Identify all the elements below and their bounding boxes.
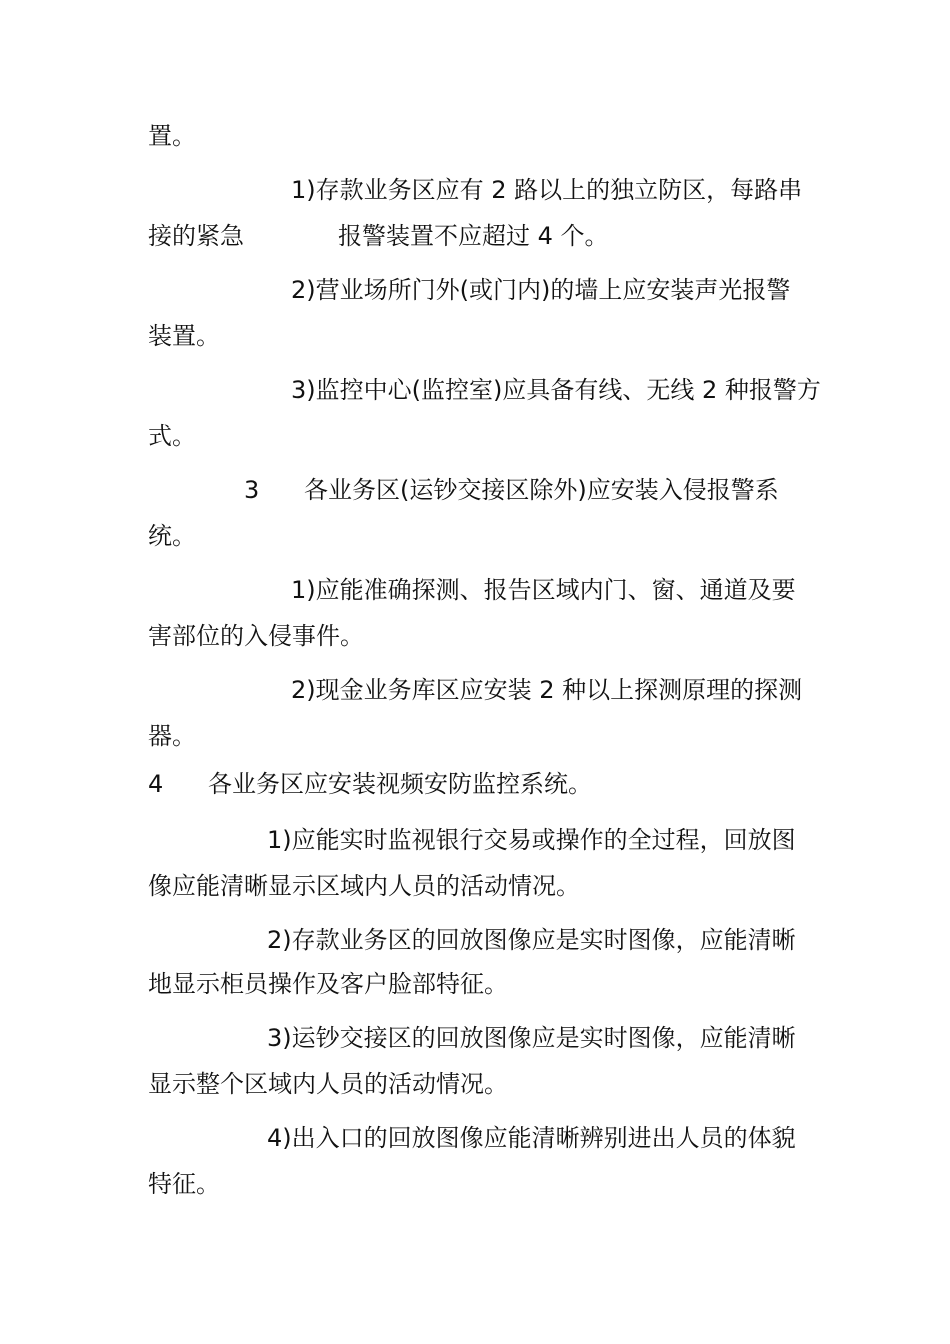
section-number: 3 (244, 476, 260, 504)
text-line: 置。 (148, 122, 196, 150)
text-line: 1)应能实时监视银行交易或操作的全过程，回放图 (267, 826, 796, 854)
text-line: 器。 (148, 722, 196, 750)
section-number: 4 (148, 770, 164, 798)
text-line: 报警装置不应超过 4 个。 (338, 222, 609, 250)
text-line: 地显示柜员操作及客户脸部特征。 (148, 970, 508, 998)
text-line: 4)出入口的回放图像应能清晰辨别进出人员的体貌 (267, 1124, 796, 1152)
text-line: 1)应能准确探测、报告区域内门、窗、通道及要 (291, 576, 796, 604)
text-line: 接的紧急 (148, 222, 244, 250)
text-line: 2)营业场所门外(或门内)的墙上应安装声光报警 (291, 276, 791, 304)
text-line: 1)存款业务区应有 2 路以上的独立防区，每路串 (291, 176, 803, 204)
text-line: 2)存款业务区的回放图像应是实时图像，应能清晰 (267, 926, 796, 954)
text-line: 各业务区应安装视频安防监控系统。 (208, 770, 592, 798)
text-line: 装置。 (148, 322, 220, 350)
text-line: 害部位的入侵事件。 (148, 622, 364, 650)
text-line: 像应能清晰显示区域内人员的活动情况。 (148, 872, 580, 900)
text-line: 2)现金业务库区应安装 2 种以上探测原理的探测 (291, 676, 803, 704)
text-line: 3)监控中心(监控室)应具备有线、无线 2 种报警方 (291, 376, 821, 404)
text-line: 式。 (148, 422, 196, 450)
text-line: 显示整个区域内人员的活动情况。 (148, 1070, 508, 1098)
text-line: 各业务区(运钞交接区除外)应安装入侵报警系 (304, 476, 779, 504)
text-line: 3)运钞交接区的回放图像应是实时图像，应能清晰 (267, 1024, 796, 1052)
text-line: 统。 (148, 522, 196, 550)
text-line: 特征。 (148, 1170, 220, 1198)
